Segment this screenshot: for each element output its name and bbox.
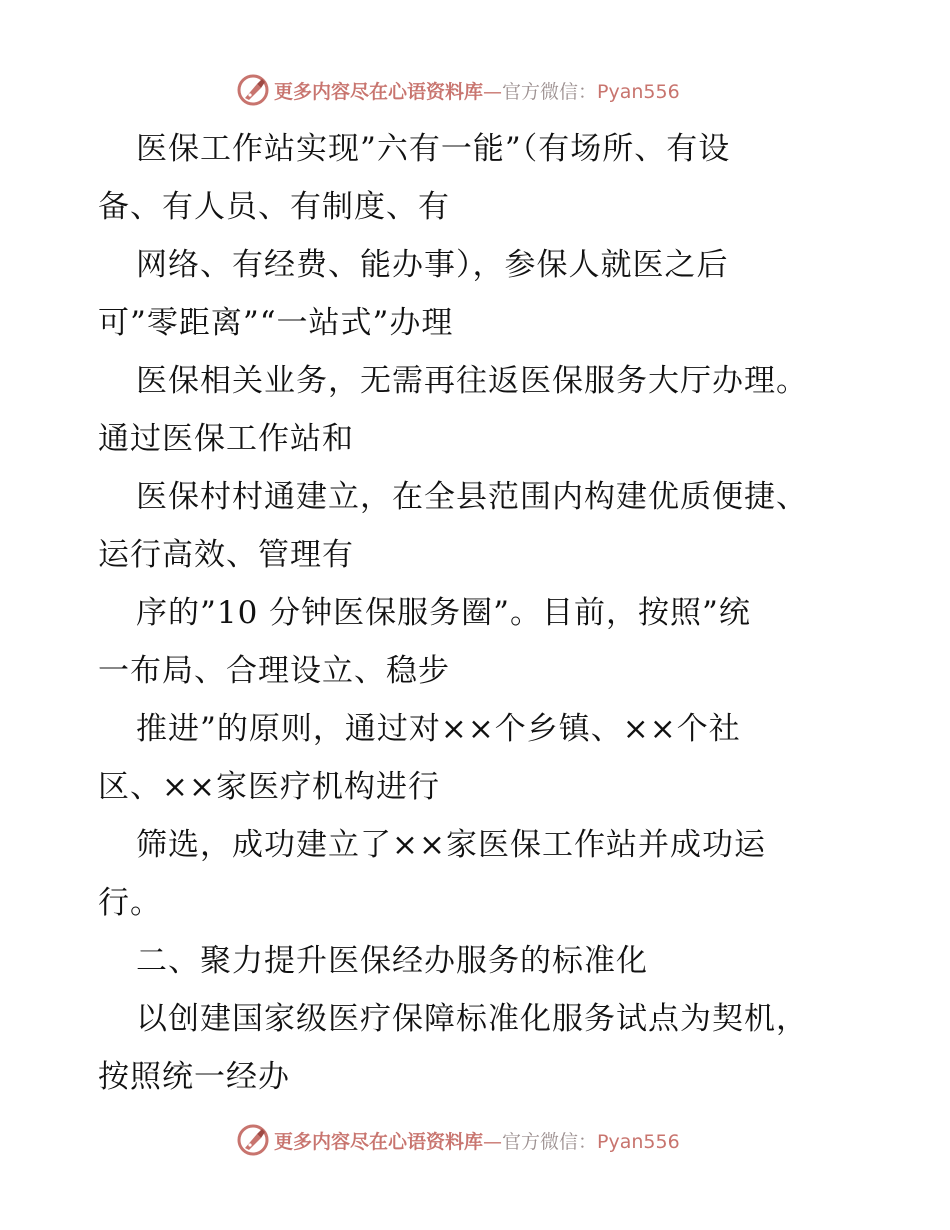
body-line: 推进”的原则，通过对××个乡镇、××个社 [136,711,741,747]
banner-site-name: 更多内容尽在心语资料库 [274,1130,484,1153]
document-body [98,120,858,1106]
banner-dash: — [483,80,503,103]
body-line: 医保工作站实现”六有一能”（有场所、有设 [136,131,731,167]
banner-wechat-id: Pyan556 [597,1130,680,1153]
body-line: 行。 [98,885,162,921]
banner-wechat-label: 官方微信： [502,1130,598,1153]
body-line: 医保相关业务，无需再往返医保服务大厅办理。 [136,363,808,399]
body-line: 按照统一经办 [98,1059,290,1095]
body-line: 以创建国家级医疗保障标准化服务试点为契机， [136,1001,808,1037]
banner-site-name: 更多内容尽在心语资料库 [274,80,484,103]
body-line: 网络、有经费、能办事），参保人就医之后 [136,247,729,283]
body-line: 序的”10 分钟医保服务圈”。目前，按照”统 [136,595,751,631]
footer-banner [236,1122,680,1158]
header-banner [236,72,680,108]
body-line: 医保村村通建立，在全县范围内构建优质便捷、 [136,479,808,515]
pen-nib-logo-icon [236,73,270,107]
banner-dash: — [483,1130,503,1153]
section-heading: 二、聚力提升医保经办服务的标准化 [136,943,648,979]
body-line: 通过医保工作站和 [98,421,354,457]
body-line: 筛选，成功建立了××家医保工作站并成功运 [136,827,766,863]
body-line: 区、××家医疗机构进行 [98,769,440,805]
body-line: 运行高效、管理有 [98,537,354,573]
banner-wechat-id: Pyan556 [597,80,680,103]
body-line: 备、有人员、有制度、有 [98,189,450,225]
banner-wechat-label: 官方微信： [502,80,598,103]
pen-nib-logo-icon [236,1123,270,1157]
body-line: 一布局、合理设立、稳步 [98,653,450,689]
body-line: 可”零距离”“一站式”办理 [98,305,454,341]
